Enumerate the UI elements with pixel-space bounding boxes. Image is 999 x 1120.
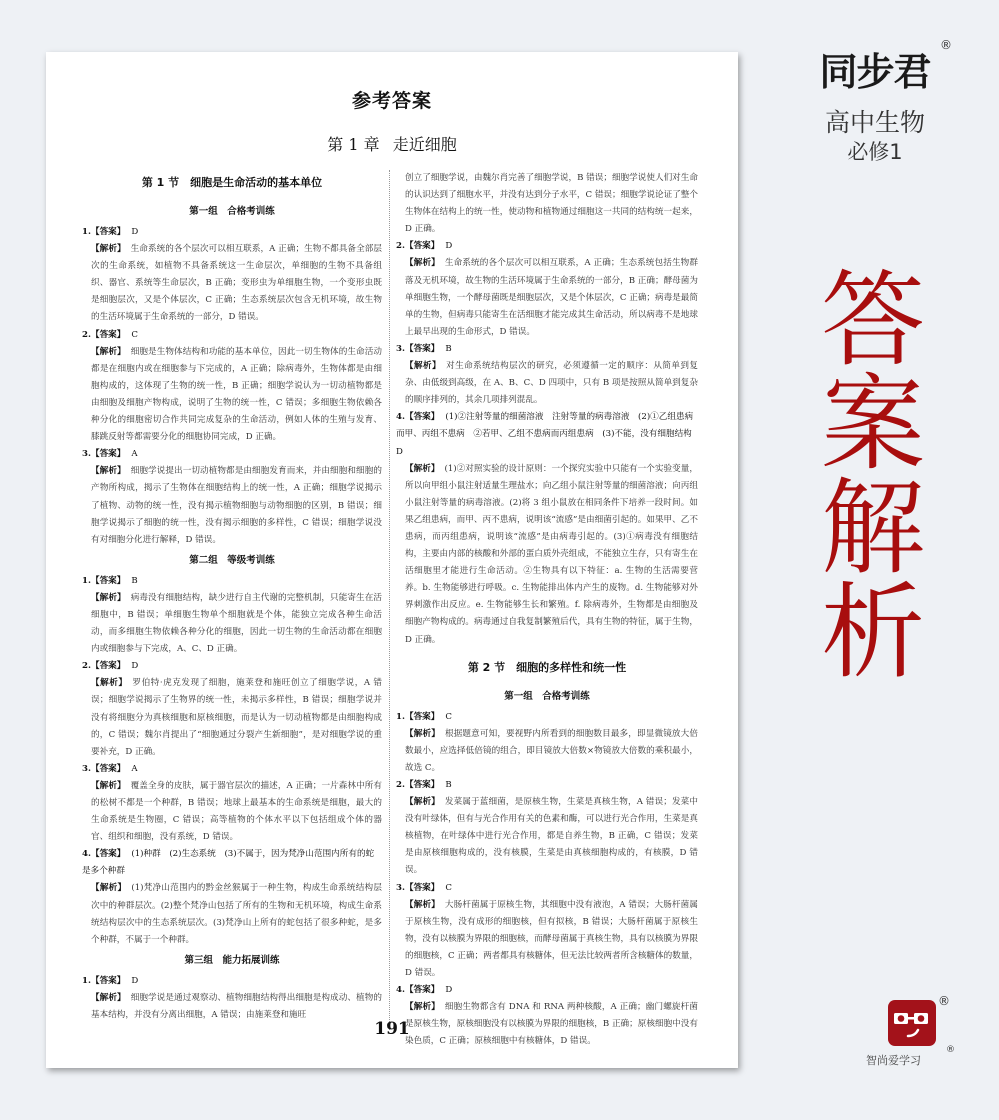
answer-line [82,973,382,990]
answer-list [396,709,698,1051]
explanation [82,778,382,846]
answer-item [82,973,382,1024]
answer-line [396,238,698,255]
explanation-text: 细胞是生物体结构和功能的基本单位，因此一切生物体的生命活动都是在细胞内或在细胞参与下完成的，A 正确；除病毒外，生物体都是由细胞构成的，这体现了生物的统一性，B 正确；细胞学说认为一切动植物都是由细胞及细胞产物构成，说明了生物的统一性，C 错误；多细胞生物依赖各种分化的细胞密切合作共同完成复杂的生命活动，例如人体的生殖与发育、膝跳反射等都需要分化的细胞协同完成，D 正确。 [91,346,382,443]
explanation [396,897,698,982]
answer-line [396,777,698,794]
answer-value: D [131,975,139,986]
answer-number: 3.【答案】 [82,763,126,774]
answer-value: (1)②注射等量的细菌溶液 注射等量的病毒溶液 (2)①乙组患病而甲、丙组不患病 ②若甲、乙组不患病而丙组患病 (3)不能，没有细胞结构 D [396,412,701,457]
explanation-label: 【解析】 [91,780,126,791]
explanation [396,461,698,649]
answer-value: B [445,780,452,790]
answer-item [396,341,698,409]
answer-item [82,658,382,761]
answer-number: 1.【答案】 [82,227,126,237]
explanation-text: 发菜属于蓝细菌，是原核生物，生菜是真核生物，A 错误；发菜中没有叶绿体，但有与光合作用有关的色素和酶，可以进行光合作用，生菜是真核植物，在叶绿体中进行光合作用，都是自养生物，B 正确，C 错误；发菜是由原核细胞构成的，没有核膜，生菜是由真核细胞构成的，有核膜，D 错误。 [405,797,698,876]
answer-list [82,973,382,1024]
page-title: 参考答案 [351,90,432,112]
answer-number: 1.【答案】 [396,711,440,722]
answer-item [396,409,701,648]
explanation-label: 【解析】 [91,244,126,255]
answer-line [82,224,382,241]
group-title: 第二组 等级考训练 [189,554,275,566]
answer-value: C [131,329,138,340]
answer-line [82,446,382,463]
answer-list [82,224,382,549]
answer-value: C [445,882,452,893]
group-title: 第一组 合格考训练 [504,690,590,702]
explanation-label: 【解析】 [405,797,440,808]
answer-number: 1.【答案】 [82,575,126,586]
answer-list [396,238,701,648]
explanation [396,726,698,777]
group-title: 第三组 能力拓展训练 [184,954,280,966]
answer-value: D [131,661,139,672]
answer-number: 4.【答案】 [396,412,440,423]
answer-item [396,238,698,341]
answer-value: D [445,985,453,996]
explanation-label: 【解析】 [405,258,440,269]
answer-item [82,446,382,549]
explanation-text: 细胞生物都含有 DNA 和 RNA 两种核酸，A 正确；幽门螺旋杆菌是原核生物，原核细胞没有以核膜为界限的细胞核，B 正确；原核细胞中没有染色质，C 正确；原核细胞中有核糖体，D 错误。 [405,1002,698,1047]
answer-item [396,880,698,983]
answer-value: A [131,763,138,774]
answer-number: 2.【答案】 [396,780,440,790]
column-divider [389,170,390,1030]
answer-line [396,709,698,726]
glasses-logo-icon [888,1000,936,1046]
explanation-text: 对生命系统结构层次的研究，必须遵循一定的顺序：从简单到复杂、由低级到高级，在 A、B、C、D 四项中，只有 B 项是按照从简单到复杂的顺序排列的，其余几项排列混乱。 [405,361,698,406]
answer-value: (1)种群 (2)生态系统 (3)不属于，因为梵净山范围内所有的蛇是多个种群 [82,849,375,877]
explanation [82,241,382,326]
explanation-label: 【解析】 [91,466,126,477]
answer-page [46,52,738,1068]
explanation-label: 【解析】 [91,992,126,1003]
explanation-text: 罗伯特·虎克发现了细胞，施莱登和施旺创立了细胞学说，A 错误；细胞学说揭示了生物界的统一性，未揭示多样性，B 错误；细胞学说并没有将细胞分为真核细胞和原核细胞，而是认为一切动植物都是由细胞构成的，C 错误；魏尔肖提出了“细胞通过分裂产生新细胞”，是对细胞学说的重要补充，D 正确。 [91,678,382,757]
explanation [82,880,382,948]
explanation-text: 病毒没有细胞结构，缺少进行自主代谢的完整机制，只能寄生在活细胞中，B 错误；单细胞生物单个细胞就是个体，能独立完成各种生命活动，而多细胞生物依赖各种分化的细胞，因此一切生物的生命活动都在细胞内或细胞参与下完成，A、C、D 正确。 [91,592,382,655]
explanation-text: (1)②对照实验的设计原则：一个探究实验中只能有一个实验变量，所以向甲组小鼠注射适量生理盐水；向乙组小鼠注射等量的细菌溶液；向丙组小鼠注射等量的病毒溶液。(2)将 3 组小鼠放在相同条件下培养一段时间。如果乙组患病，而甲、丙不患病，说明该“流感”是由细菌引起的。如果甲、乙不患病，而丙组患病，说明该“流感”是由病毒引起的。(3)①病毒没有细胞结构，主要由内部的核酸和外部的蛋白质外壳组成，不能独立生存，只有寄生在活细胞里才能进行生命活动。②生物具有以下特征：a. 生物的生活需要营养。b. 生物能够进行呼吸。c. 生物能排出体内产生的废物。d. 生物能够对外界刺激作出反应。e. 生物能够生长和繁殖。f. 除病毒外，生物都是由细胞及细胞产物构成的。病毒通过自我复制繁殖后代，具有生物的特征，属于生物，D 正确。 [405,463,698,645]
answer-item [396,709,698,777]
brand-logo: 同步君 [819,50,931,94]
big-title-char: 解 [820,467,925,589]
answer-item [396,982,698,1050]
answer-number: 1.【答案】 [82,975,126,986]
answer-number: 3.【答案】 [396,882,440,893]
answer-list [82,573,382,949]
explanation-label: 【解析】 [405,728,440,739]
big-title-char: 答 [820,259,925,381]
section-title: 第 2 节 细胞的多样性和统一性 [467,660,627,674]
answer-value: C [445,711,452,722]
answer-value: B [445,343,452,354]
answer-line [396,341,698,358]
answer-value: D [131,227,139,237]
answer-item [82,761,382,846]
answer-number: 2.【答案】 [396,241,440,252]
big-title-char: 析 [820,571,925,693]
answer-number: 4.【答案】 [396,985,440,996]
explanation-text: 覆盖全身的皮肤，属于器官层次的描述，A 正确；一片森林中所有的松树不都是一个种群，B 错误；地球上最基本的生命系统是细胞，最大的生命系统是生物圈，C 错误；高等植物的个体水平以下包括组成个体的器官、组织和细胞，没有系统，D 错误。 [91,780,382,843]
chapter-name: 走近细胞 [392,135,457,154]
subject-label: 高中生物 [824,108,925,137]
explanation-text: 细胞学说提出一切动植物都是由细胞发育而来，并由细胞和细胞的产物所构成，揭示了生物体在细胞结构上的统一性，A 正确；细胞学说揭示了植物、动物的统一性，没有揭示植物细胞与动物细胞的区别，B 错误；细胞学说揭示了细胞的统一性，没有揭示细胞的多样性，C 错误；细胞学说没有对细胞分化进行解释，D 错误。 [91,466,382,545]
right-column [396,170,701,1051]
answer-line [82,761,382,778]
chapter-title [46,132,738,155]
explanation-label: 【解析】 [91,346,126,357]
answer-item [396,777,698,880]
answer-item [82,573,382,658]
answer-value: B [131,575,138,586]
answer-line [396,982,698,999]
continued-explanation: 创立了细胞学说，由魏尔肖完善了细胞学说，B 错误；细胞学说使人们对生命的认识达到了细胞水平，并没有达到分子水平，C 错误；细胞学说论证了整个生物体在结构上的统一性，使动物和植物通过细胞这一共同的结构统一起来，D 正确。 [405,173,698,235]
registered-mark: ® [946,1045,955,1055]
registered-mark: ® [940,38,952,52]
explanation [396,794,698,879]
big-title-char: 案 [820,363,925,485]
answer-number: 2.【答案】 [82,661,126,672]
explanation [82,590,382,658]
bottom-brand-label: 智尚爱学习 [866,1054,921,1067]
brand-block [800,38,952,166]
answer-value: A [131,449,138,460]
explanation-text: 根据题意可知，要视野内所看到的细胞数目最多，即显微镜放大倍数最小，应选择低倍镜的组合，即目镜放大倍数×物镜放大倍数的乘积最小，故选 C。 [405,728,698,773]
page-number: 191 [374,1019,410,1039]
explanation [82,344,382,447]
group-title: 第一组 合格考训练 [189,206,275,217]
answer-value: D [445,241,453,252]
explanation-text: (1)梵净山范围内的黔金丝猴属于一种生物，构成生命系统结构层次中的种群层次。(2)整个梵净山包括了所有的生物和无机环境，构成生命系统结构层次中的生态系统层次。(3)梵净山上所有的蛇包括了很多种蛇，是多个种群，不属于一个种群。 [91,883,382,945]
answer-number: 4.【答案】 [82,849,126,860]
explanation-text: 细胞学说是通过观察动、植物细胞结构得出细胞是构成动、植物的基本结构，并没有分离出细胞，A 错误；由施莱登和施旺 [91,992,382,1021]
explanation-label: 【解析】 [405,361,442,372]
answer-item [82,327,382,447]
answer-item [82,224,382,327]
explanation-text: 大肠杆菌属于原核生物，其细胞中没有液泡，A 错误；大肠杆菌属于原核生物，没有成形的细胞核，但有拟核，B 错误；大肠杆菌属于原核生物，没有以核膜为界限的细胞核，而酵母菌属于真核生物，具有以核膜为界限的细胞核，C 正确；两者都具有核糖体，但无法比较两者所含核糖体的数量，D 错误。 [405,899,698,979]
answer-line [396,880,698,897]
answer-number: 2.【答案】 [82,329,126,340]
explanation-label: 【解析】 [91,592,126,603]
answer-number: 3.【答案】 [396,343,440,354]
explanation [82,463,382,548]
chapter-prefix: 第 1 章 [327,135,380,154]
explanation-label: 【解析】 [405,463,440,474]
explanation-text: 生命系统的各个层次可以相互联系，A 正确；生态系统包括生物群落及无机环境，故生物的生活环境属于生命系统的一部分，B 正确；酵母菌为单细胞生物，一个酵母菌既是细胞层次，又是个体层次，C 正确；病毒是最简单的生物，但病毒只能寄生在活细胞才能完成其生命活动，所以病毒不是地球上最早出现的生命形式，D 错误。 [405,258,698,337]
explanation-text: 生命系统的各个层次可以相互联系，A 正确；生物不都具备全部层次的生命系统，如植物不具备系统这一生命层次，单细胞的生物不具备组织、器官、系统等生命层次，B 正确；变形虫为单细胞生物，一个变形虫既是细胞层次，又是个体层次，C 正确；生态系统层次包含无机环境，故生物的生活环境属于生命系统的一部分，D 错误。 [91,244,382,323]
answer-number: 3.【答案】 [82,449,126,460]
answer-line [82,658,382,675]
volume-label: 必修1 [847,140,903,164]
answer-line [82,573,382,590]
answer-analysis-title [808,259,938,693]
explanation [396,358,698,409]
section-title: 第 1 节 细胞是生命活动的基本单位 [141,176,323,189]
answer-line [82,327,382,344]
explanation-label: 【解析】 [405,899,440,910]
registered-mark: ® [938,994,950,1008]
answer-line [82,846,382,880]
explanation-label: 【解析】 [405,1002,440,1013]
explanation [82,675,382,760]
answer-item [82,846,382,949]
left-column [82,170,382,1024]
explanation-label: 【解析】 [91,678,128,689]
explanation [396,255,698,340]
answer-line [396,409,701,460]
explanation-label: 【解析】 [91,883,127,894]
